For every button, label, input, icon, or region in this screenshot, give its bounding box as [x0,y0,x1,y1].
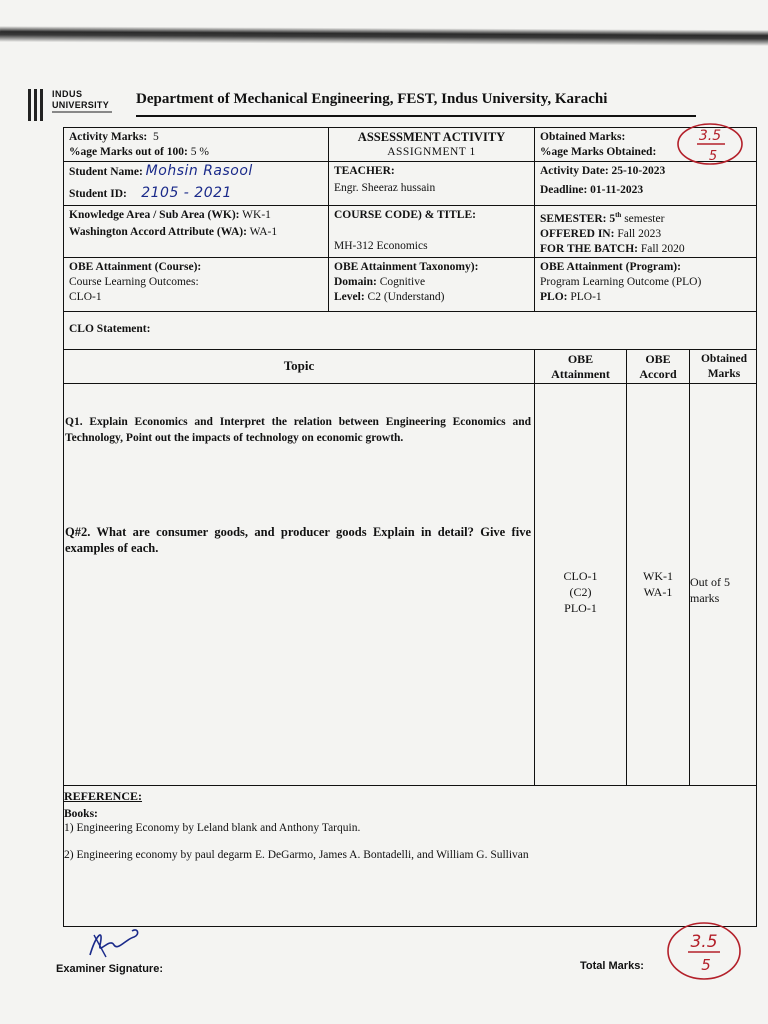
obe-course-cell: OBE Attainment (Course): Course Learning Outcomes: CLO-1 [64,258,329,311]
student-cell: Student Name: Mohsin Rasool Student ID: 2105 - 2021 [64,162,329,205]
svg-text:5: 5 [701,956,711,974]
obtained-marks-circle-ink [675,120,745,168]
logo-bars-icon [28,89,46,121]
obe-taxonomy-cell: OBE Attainment Taxonomy): Domain: Cognitive Level: C2 (Understand) [329,258,535,311]
row-activity [64,128,756,162]
knowledge-cell: Knowledge Area / Sub Area (WK): WK-1 Washington Accord Attribute (WA): WA-1 [64,206,329,257]
table-body-row [64,384,756,786]
book-2: 2) Engineering economy by paul degarm E. DeGarmo, James A. Bontadelli, and William G. Sullivan [64,849,529,861]
teacher-cell: TEACHER: Engr. Sheeraz hussain [329,162,535,205]
scan-edge-shadow [0,26,768,46]
assessment-form [63,127,757,927]
col-obtained-header: Obtained Marks [700,353,747,380]
clo-statement-label: CLO Statement: [69,323,151,335]
examiner-signature-label: Examiner Signature: [56,963,163,975]
obtained-cell: Out of 5 marks [690,575,730,605]
logo-line2: UNIVERSITY [52,100,110,110]
obtained-marks-cell: Obtained Marks: %age Marks Obtained: [540,131,657,158]
question-2: Q#2. What are consumer goods, and producer goods Explain in detail? Give five examples of each. [65,525,531,555]
activity-marks-cell: Activity Marks: 5 %age Marks out of 100: 5 % [64,128,329,161]
university-logo [28,87,128,123]
department-title: Department of Mechanical Engineering, FEST, Indus University, Karachi [136,91,608,107]
row-clo-statement [64,312,756,350]
question-1: Q1. Explain Economics and Interpret the relation between Engineering Economics and Technology, Point out the impacts of technology on economic growth. [65,416,531,444]
total-marks-label: Total Marks: [580,960,644,972]
attainment-cell: CLO-1 (C2) PLO-1 [535,384,627,785]
course-cell: COURSE CODE) & TITLE: MH-312 Economics [329,206,535,257]
topic-cell [64,384,535,785]
table-header-row [64,350,756,384]
header-rule [136,115,696,117]
obe-program-cell: OBE Attainment (Program): Program Learning Outcome (PLO) PLO: PLO-1 [540,261,702,303]
total-marks-circle-ink [664,920,744,982]
letterhead [28,85,698,125]
accord-cell: WK-1 WA-1 [627,384,690,785]
reference-section [64,786,756,926]
col-topic-header: Topic [64,350,535,383]
svg-text:3.5: 3.5 [690,932,718,952]
book-1: 1) Engineering Economy by Leland blank and Anthony Tarquin. [64,822,361,834]
logo-line1: INDUS [52,89,83,99]
activity-title-cell: ASSESSMENT ACTIVITY ASSIGNMENT 1 [329,128,535,161]
row-student [64,162,756,206]
books-label: Books: [64,808,98,820]
row-obe [64,258,756,312]
student-name-handwritten: Mohsin Rasool [145,163,253,179]
student-id-handwritten: 2105 - 2021 [141,185,232,201]
dates-cell: Activity Date: 25-10-2023 Deadline: 01-11-2023 [540,165,666,196]
row-knowledge [64,206,756,258]
semester-cell: SEMESTER: 5th semester OFFERED IN: Fall 2023 FOR THE BATCH: Fall 2020 [540,211,685,255]
examiner-signature-ink [80,915,160,965]
svg-text:5: 5 [708,149,718,164]
col-obe-accord-header: OBE Accord [627,350,690,383]
svg-text:3.5: 3.5 [698,128,722,144]
col-obe-attainment-header: OBE Attainment [535,350,627,383]
reference-heading: REFERENCE: [64,789,143,803]
